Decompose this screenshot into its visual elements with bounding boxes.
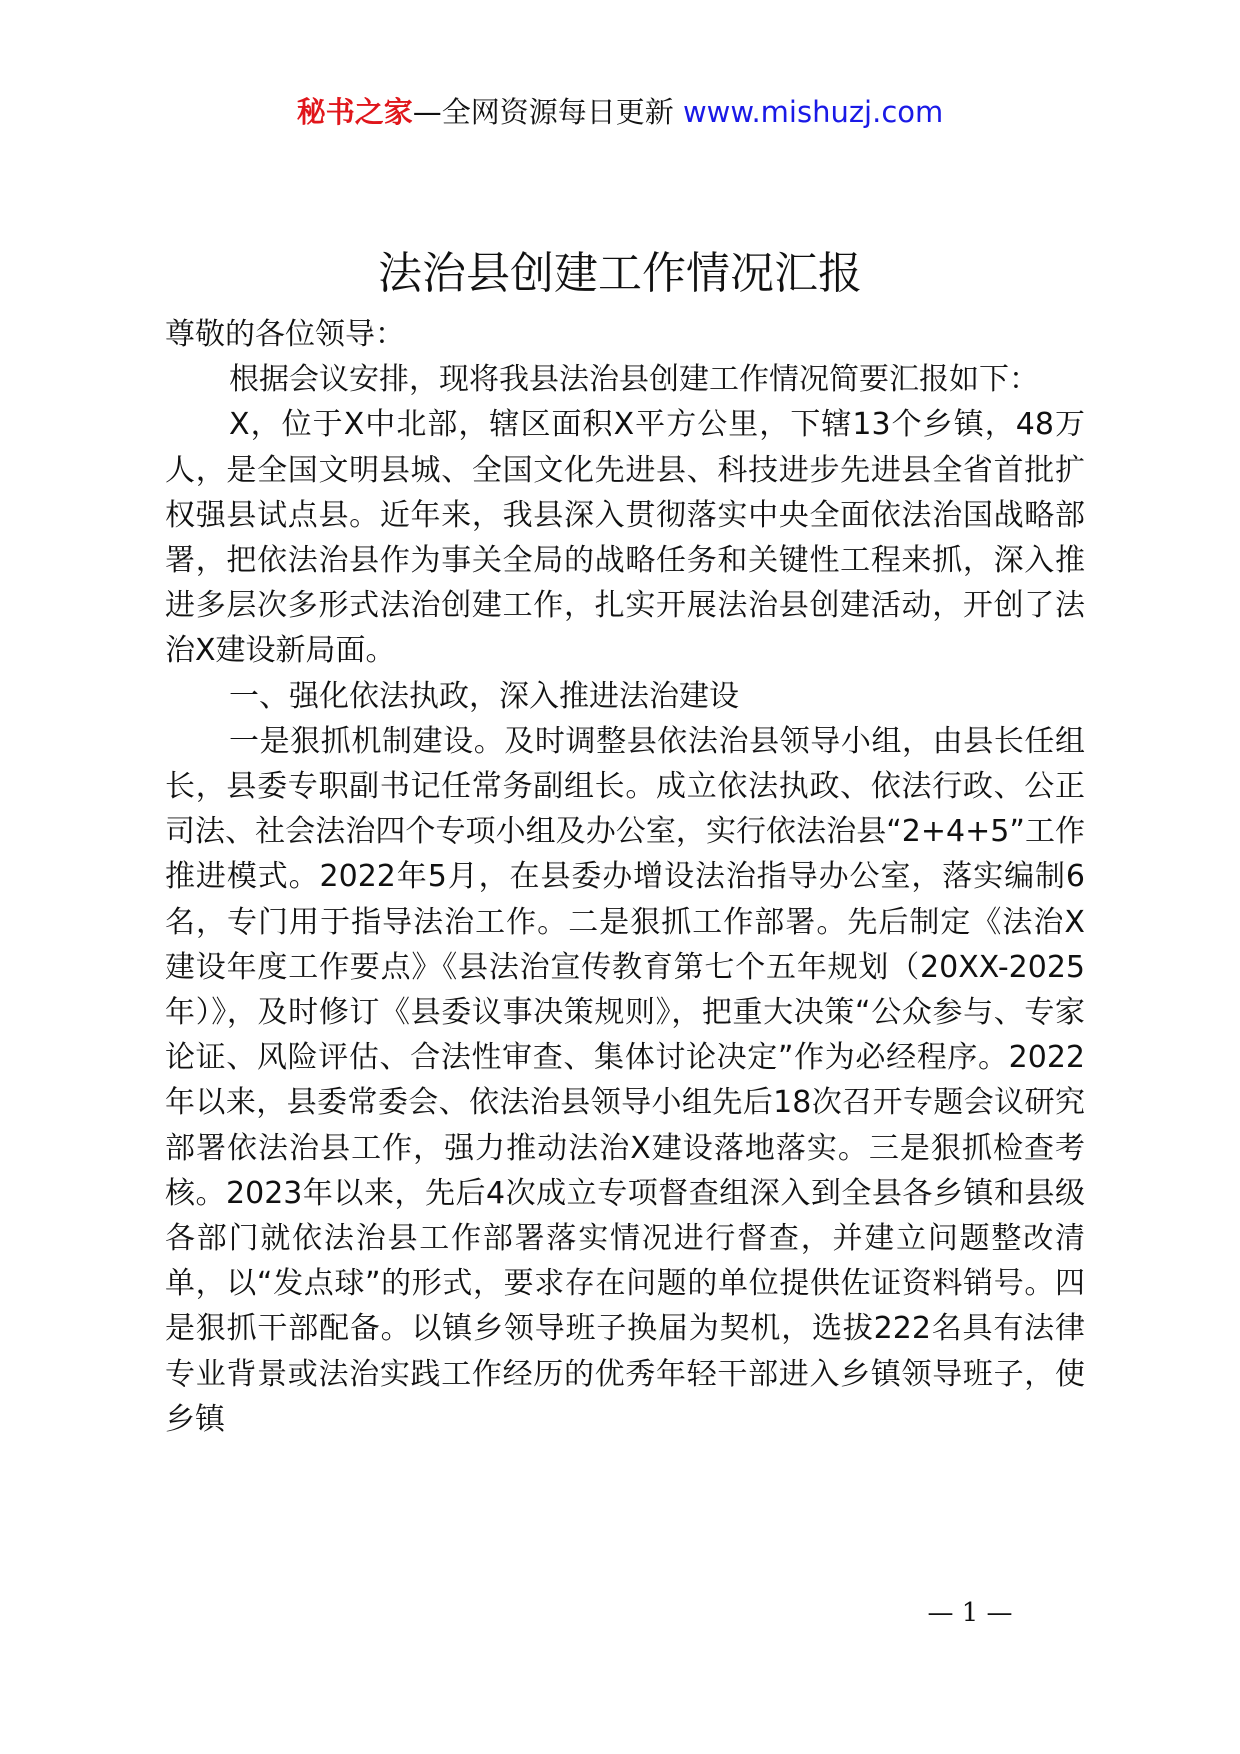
paragraph-overview: X，位于X中北部，辖区面积X平方公里，下辖13个乡镇，48万人，是全国文明县城、全国文化先进县、科技进步先进县全省首批扩权强县试点县。近年来，我县深入贯彻落实中央全面依法治国战略部署，把依法治县作为事关全局的战略任务和关键性工程来抓，深入推进多层次多形式法治创建工作，扎实开展法治县创建活动，开创了法治X建设新局面。	[165, 407, 1085, 669]
site-url[interactable]: www.mishuzj.com	[682, 95, 944, 129]
page-number: — 1 —	[927, 1598, 1013, 1628]
site-banner	[0, 92, 1240, 132]
document-body	[165, 312, 1085, 1442]
paragraph-intro: 根据会议安排，现将我县法治县创建工作情况简要汇报如下：	[229, 362, 1039, 398]
brand-name: 秘书之家	[296, 95, 413, 129]
section-heading-1: 一、强化依法执政，深入推进法治建设	[229, 678, 739, 714]
banner-slogan: —全网资源每日更新	[412, 95, 674, 129]
document-title: 法治县创建工作情况汇报	[378, 248, 862, 299]
paragraph-section-1: 一是狠抓机制建设。及时调整县依法治县领导小组，由县长任组长，县委专职副书记任常务副组长。成立依法执政、依法行政、公正司法、社会法治四个专项小组及办公室，实行依法治县“2+4+5”工作推进模式。2022年5月，在县委办增设法治指导办公室，落实编制6名，专门用于指导法治工作。二是狠抓工作部署。先后制定《法治X建设年度工作要点》《县法治宣传教育第七个五年规划（20XX-2025年）》，及时修订《县委议事决策规则》，把重大决策“公众参与、专家论证、风险评估、合法性审查、集体讨论决定”作为必经程序。2022年以来，县委常委会、依法治县领导小组先后18次召开专题会议研究部署依法治县工作，强力推动法治X建设落地落实。三是狠抓检查考核。2023年以来，先后4次成立专项督查组深入到全县各乡镇和县级各部门就依法治县工作部署落实情况进行督查，并建立问题整改清单，以“发点球”的形式，要求存在问题的单位提供佐证资料销号。四是狠抓干部配备。以镇乡领导班子换届为契机，选拔222名具有法律专业背景或法治实践工作经历的优秀年轻干部进入乡镇领导班子，使乡镇	[165, 723, 1085, 1437]
salutation: 尊敬的各位领导：	[165, 317, 405, 352]
